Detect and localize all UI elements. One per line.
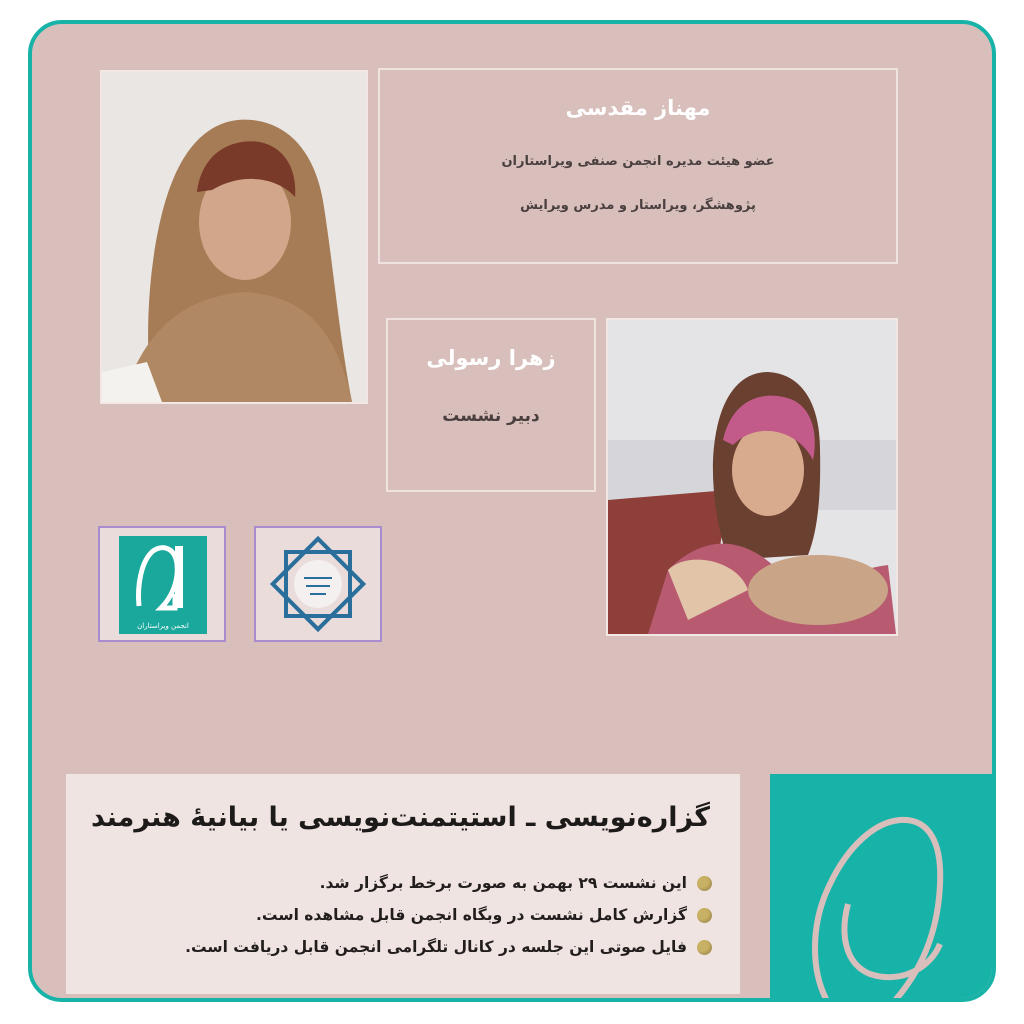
- event-title: گزاره‌نویسی ـ استیتمنت‌نویسی یا بیانیهٔ هنرمند: [90, 802, 710, 833]
- vav-letter-icon: [119, 536, 207, 616]
- bullet-dot-icon: [697, 908, 712, 923]
- vav-letter-large-icon: [770, 774, 996, 1002]
- speaker-info-box-2: [386, 318, 596, 492]
- bullet-item-1: این نشست ۲۹ بهمن به صورت برخط برگزار شد.: [320, 874, 712, 892]
- logo-box-guild: [254, 526, 382, 642]
- speaker-info-box-1: [378, 68, 898, 264]
- speaker-role-moderator: دبیر نشست: [442, 406, 540, 426]
- speaker-role-2: پژوهشگر، ویراستار و مدرس ویرایش: [520, 198, 756, 213]
- guild-star-seal-icon: [256, 528, 380, 640]
- editors-logo: [119, 536, 207, 634]
- bullet-dot-icon: [697, 876, 712, 891]
- speaker-name-1: مهناز مقدسی: [565, 96, 711, 120]
- corner-logo: [770, 774, 996, 1002]
- portrait-woman-1: [102, 72, 366, 402]
- bullet-dot-icon: [697, 940, 712, 955]
- poster-card: [28, 20, 996, 1002]
- speaker-photo-2: [606, 318, 898, 636]
- speaker-photo-1: [100, 70, 368, 404]
- bullet-item-2: گزارش کامل نشست در وبگاه انجمن قابل مشاهده است.: [256, 906, 712, 924]
- bullet-item-3: فایل صوتی این جلسه در کانال تلگرامی انجمن قابل دریافت است.: [185, 938, 712, 956]
- logo-box-editors-association: [98, 526, 226, 642]
- speaker-role-1: عضو هیئت مدیره انجمن صنفی ویراستاران: [501, 154, 775, 169]
- speaker-name-2: زهرا رسولی: [426, 346, 556, 370]
- editors-logo-caption: انجمن ویراستاران: [137, 622, 189, 630]
- portrait-woman-2: [608, 320, 896, 634]
- event-info-panel: [66, 774, 740, 994]
